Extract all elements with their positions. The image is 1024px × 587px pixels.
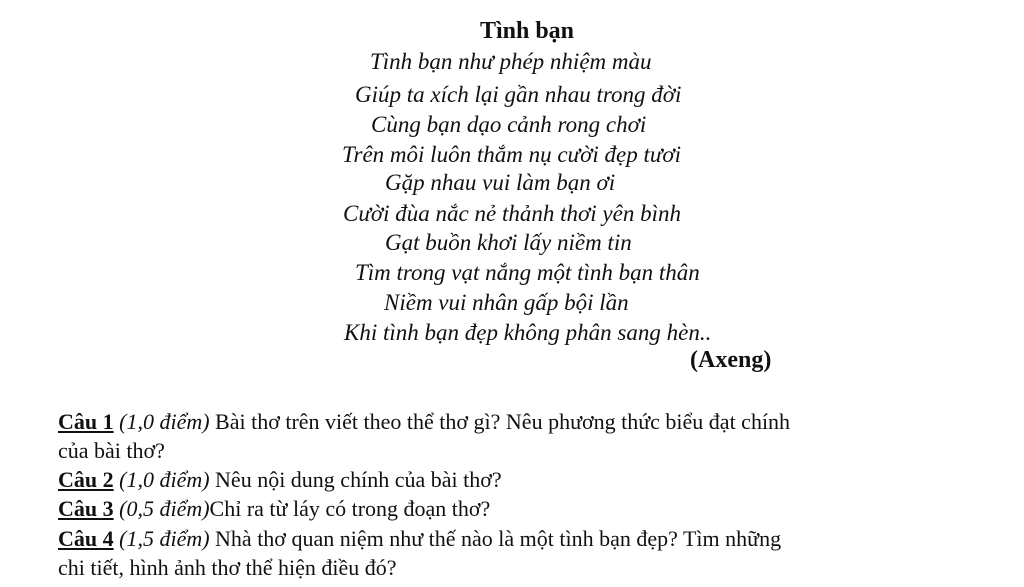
poem-line: Cười đùa nắc nẻ thảnh thơi yên bình: [343, 201, 681, 226]
question-points: (1,0 điểm): [113, 467, 210, 492]
question-2: [58, 466, 502, 494]
question-label: Câu 1: [58, 409, 114, 434]
question-label: Câu 2: [58, 467, 114, 492]
question-3: [58, 495, 490, 523]
question-label: Câu 3: [58, 496, 114, 521]
question-4-continuation: chi tiết, hình ảnh thơ thể hiện điều đó?: [58, 555, 397, 580]
question-label: Câu 4: [58, 526, 114, 551]
question-points: (1,0 điểm): [113, 409, 210, 434]
poem-line: Gặp nhau vui làm bạn ơi: [385, 170, 616, 195]
question-text: Nhà thơ quan niệm như thế nào là một tình bạn đẹp? Tìm những: [209, 526, 782, 551]
question-points: (1,5 điểm): [113, 526, 210, 551]
question-1: [58, 408, 790, 436]
poem-line: Khi tình bạn đẹp không phân sang hèn..: [344, 320, 712, 345]
poem-line: Giúp ta xích lại gần nhau trong đời: [355, 82, 682, 107]
question-1-continuation: của bài thơ?: [58, 438, 165, 463]
question-text: Chỉ ra từ láy có trong đoạn thơ?: [209, 496, 491, 521]
question-4: [58, 525, 781, 553]
poem-line: Gạt buồn khơi lấy niềm tin: [385, 230, 632, 255]
poem-title: Tình bạn: [479, 18, 575, 44]
question-points: (0,5 điểm): [113, 496, 210, 521]
question-text: Bài thơ trên viết theo thể thơ gì? Nêu phương thức biểu đạt chính: [209, 409, 791, 434]
poem-line: Tình bạn như phép nhiệm màu: [370, 49, 652, 74]
poem-line: Trên môi luôn thắm nụ cười đẹp tươi: [342, 142, 682, 167]
question-text: Nêu nội dung chính của bài thơ?: [209, 467, 502, 492]
poem-line: Tìm trong vạt nắng một tình bạn thân: [355, 260, 700, 285]
poem-line: Niềm vui nhân gấp bội lần: [384, 290, 629, 315]
poem-line: Cùng bạn dạo cảnh rong chơi: [371, 112, 647, 137]
poem-author: (Axeng): [690, 347, 772, 373]
